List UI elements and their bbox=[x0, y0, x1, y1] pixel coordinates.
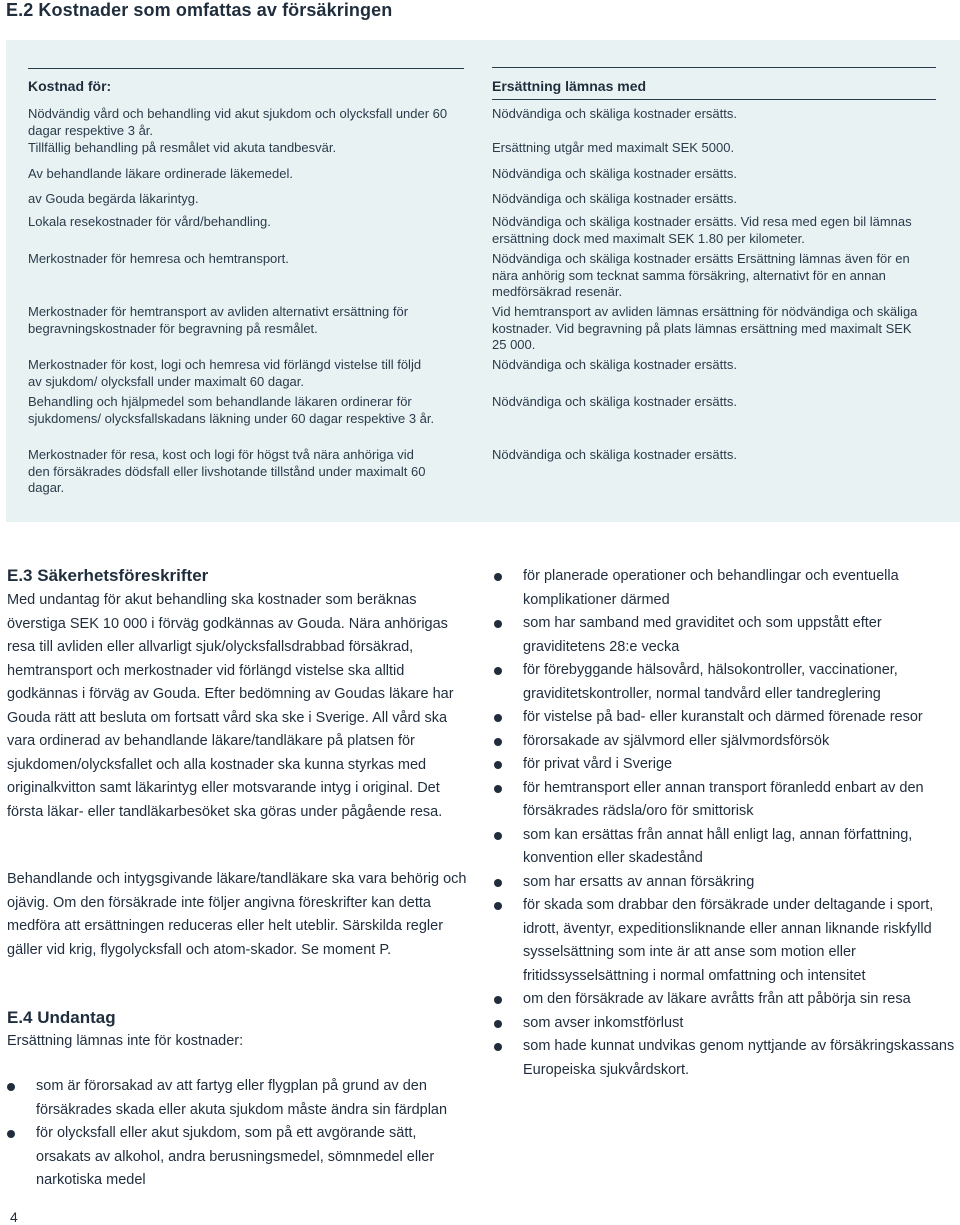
table-row-comp: Nödvändiga och skäliga kostnader ersätts. bbox=[492, 447, 737, 462]
list-item: om den försäkrade av läkare avråtts från att påbörja sin resa bbox=[494, 988, 960, 1012]
table-row-comp: Nödvändiga och skäliga kostnader ersätts. bbox=[492, 191, 737, 206]
list-item: förorsakade av självmord eller självmordsförsök bbox=[494, 730, 960, 754]
section-e3-heading: E.3 Säkerhetsföreskrifter bbox=[7, 566, 209, 585]
table-row-comp: Nödvändiga och skäliga kostnader ersätts. bbox=[492, 394, 737, 409]
header-rule-right bbox=[492, 67, 936, 68]
list-item: för förebyggande hälsovård, hälsokontroller, vaccinationer, graviditetskontroller, normal tandvård eller tandreglering bbox=[494, 659, 960, 706]
table-row-comp: Nödvändiga och skäliga kostnader ersätts. bbox=[492, 106, 737, 121]
list-item: för planerade operationer och behandlingar och eventuella komplikationer därmed bbox=[494, 565, 960, 612]
table-row-comp: Nödvändiga och skäliga kostnader ersätts. bbox=[492, 357, 737, 372]
list-item: för olycksfall eller akut sjukdom, som på ett avgörande sätt, orsakats av alkohol, andra berusningsmedel, sömnmedel eller narkotiska medel bbox=[7, 1122, 472, 1193]
header-rule-left bbox=[28, 68, 464, 69]
table-row-comp: Nödvändiga och skäliga kostnader ersätts Ersättning lämnas även för en nära anhörig som tecknat samma försäkring, alternativt för en annan medförsäkrad resenär. bbox=[492, 251, 910, 299]
exclusion-list-left bbox=[7, 1075, 472, 1193]
table-row-comp: Nödvändiga och skäliga kostnader ersätts. Vid resa med egen bil lämnas ersättning dock med maximalt SEK 1.80 per kilometer. bbox=[492, 214, 912, 246]
col-header-compensation: Ersättning lämnas med bbox=[492, 78, 647, 94]
e3-paragraph-2: Behandlande och intygsgivande läkare/tandläkare ska vara behörig och ojävig. Om den försäkrade inte följer angivna föreskrifter kan detta medföra att ersättningen reduceras eller helt uteblir. Särskilda regler gäller vid krig, flygolycksfall och atom-skador. Se moment P. bbox=[7, 871, 467, 958]
table-row-cost: Av behandlande läkare ordinerade läkemedel. bbox=[28, 166, 294, 181]
section-e4-heading: E.4 Undantag bbox=[7, 1008, 116, 1027]
table-row-cost: Merkostnader för hemresa och hemtransport. bbox=[28, 251, 289, 266]
list-item: som kan ersättas från annat håll enligt lag, annan författning, konvention eller skadestånd bbox=[494, 824, 960, 871]
col-header-cost: Kostnad för: bbox=[28, 78, 112, 94]
list-item: som har samband med graviditet och som uppstått efter graviditetens 28:e vecka bbox=[494, 612, 960, 659]
list-item: som är förorsakad av att fartyg eller flygplan på grund av den försäkrades skada eller akuta sjukdom måste ändra sin färdplan bbox=[7, 1075, 472, 1122]
list-item: för hemtransport eller annan transport föranledd enbart av den försäkrades rädsla/oro för smittorisk bbox=[494, 777, 960, 824]
table-row-cost: Nödvändig vård och behandling vid akut sjukdom och olycksfall under 60 dagar respektive 3 år. bbox=[28, 106, 448, 138]
list-item: för vistelse på bad- eller kuranstalt och därmed förenade resor bbox=[494, 706, 960, 730]
e4-intro: Ersättning lämnas inte för kostnader: bbox=[7, 1033, 244, 1049]
table-row-cost: Merkostnader för kost, logi och hemresa vid förlängd vistelse till följd av sjukdom/ olycksfall under maximalt 60 dagar. bbox=[28, 357, 422, 389]
list-item: som hade kunnat undvikas genom nyttjande av försäkringskassans Europeiska sjukvårdskort. bbox=[494, 1035, 960, 1082]
list-item: som avser inkomstförlust bbox=[494, 1012, 960, 1036]
table-row-cost: Tillfällig behandling på resmålet vid akuta tandbesvär. bbox=[28, 140, 337, 155]
table-row-comp: Nödvändiga och skäliga kostnader ersätts. bbox=[492, 166, 737, 181]
table-row-cost: Merkostnader för resa, kost och logi för högst två nära anhöriga vid den försäkrades dödsfall eller livshotande tillstånd under maximalt 60 dagar. bbox=[28, 447, 426, 495]
list-item: som har ersatts av annan försäkring bbox=[494, 871, 960, 895]
header-rule-bottom bbox=[492, 99, 936, 100]
table-row-cost: av Gouda begärda läkarintyg. bbox=[28, 191, 199, 206]
table-row-cost: Merkostnader för hemtransport av avliden alternativt ersättning för begravningskostnader för begravning på resmålet. bbox=[28, 304, 409, 336]
section-e2-heading: E.2 Kostnader som omfattas av försäkringen bbox=[6, 0, 393, 20]
exclusion-list-right bbox=[494, 565, 960, 1082]
list-item: för skada som drabbar den försäkrade under deltagande i sport, idrott, äventyr, expeditionsliknande eller annan liknande riskfylld sysselsättning som inte är att anse som motion eller fritidssysselsättning i normal omfattning och intensitet bbox=[494, 894, 960, 988]
table-row-comp: Ersättning utgår med maximalt SEK 5000. bbox=[492, 140, 735, 155]
table-row-comp: Vid hemtransport av avliden lämnas ersättning för nödvändiga och skäliga kostnader. Vid begravning på plats lämnas ersättning med maximalt SEK 25 000. bbox=[492, 304, 918, 352]
page-number: 4 bbox=[10, 1209, 18, 1225]
list-item: för privat vård i Sverige bbox=[494, 753, 960, 777]
e3-paragraph-1: Med undantag för akut behandling ska kostnader som beräknas överstiga SEK 10 000 i förväg godkännas av Gouda. Nära anhörigas resa till avliden eller allvarligt sjuk/olycksfallsdrabbad försäkrad, hemtransport och merkostnader vid förlängd vistelse ska alltid godkännas i förväg av Gouda. Efter bedömning av Goudas läkare har Gouda rätt att besluta om fortsatt vård ska ske i Sverige. All vård ska vara ordinerad av behandlande läkare/tandläkare på platsen för sjukdomen/olycksfallet och alla kostnader ska kunna styrkas med originalkvitton samt läkarintyg eller motsvarande intyg i original. Det första läkar- eller tandläkarbesöket ska göras under pågående resa. bbox=[7, 592, 454, 820]
table-row-cost: Lokala resekostnader för vård/behandling. bbox=[28, 214, 271, 229]
table-row-cost: Behandling och hjälpmedel som behandlande läkaren ordinerar för sjukdomens/ olycksfallskadans läkning under 60 dagar respektive 3 år. bbox=[28, 394, 435, 426]
